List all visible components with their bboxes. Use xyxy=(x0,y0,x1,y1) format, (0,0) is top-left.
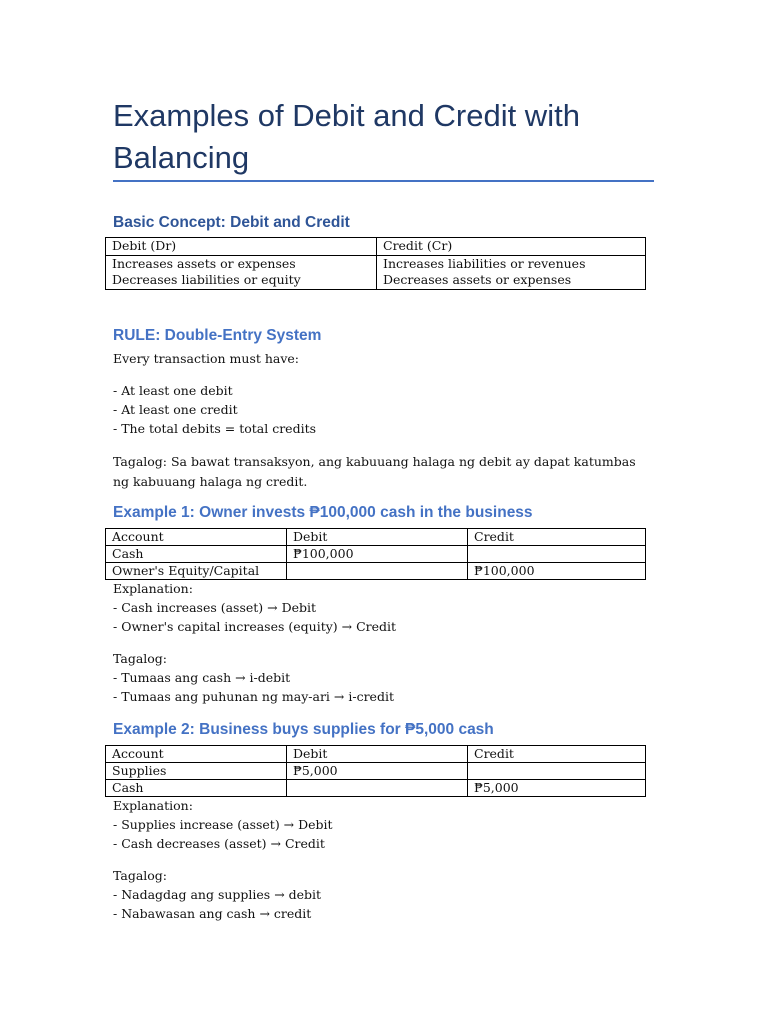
table-cell-line: Increases assets or expenses xyxy=(112,255,296,271)
table-cell-line: Increases liabilities or revenues xyxy=(383,255,586,271)
rule-item: - At least one credit xyxy=(113,402,238,417)
document-title: Examples of Debit and Credit with Balancing xyxy=(113,98,580,175)
example1-explanation-item: - Owner's capital increases (equity) → Credit xyxy=(113,619,397,634)
example2-tagalog-item: - Nadagdag ang supplies → debit xyxy=(113,887,322,902)
example2-explanation-item: - Cash decreases (asset) → Credit xyxy=(113,836,325,851)
rule-intro: Every transaction must have: xyxy=(113,351,300,366)
example1-explanation-item: - Cash increases (asset) → Debit xyxy=(113,600,317,615)
table-cell: Owner's Equity/Capital xyxy=(106,563,287,580)
example1-heading: Example 1: Owner invests ₱100,000 cash in the business xyxy=(113,504,533,521)
example2-tagalog-item: - Nabawasan ang cash → credit xyxy=(113,906,312,921)
table-row xyxy=(106,255,646,289)
table-header-row xyxy=(106,529,646,546)
example1-tagalog-label: Tagalog: xyxy=(113,651,168,666)
basic-concept-heading: Basic Concept: Debit and Credit xyxy=(113,214,350,231)
table-row xyxy=(106,563,646,580)
table-header-cell: Credit xyxy=(468,529,646,546)
table-cell xyxy=(468,546,646,563)
table-header-cell: Credit xyxy=(468,746,646,763)
example1-journal-table xyxy=(105,528,646,580)
example1-tagalog-item: - Tumaas ang puhunan ng may-ari → i-credit xyxy=(113,689,394,704)
example1-explanation-label: Explanation: xyxy=(113,581,193,596)
table-cell: Supplies xyxy=(106,763,287,780)
table-header-row xyxy=(106,746,646,763)
table-cell-line: Decreases assets or expenses xyxy=(383,272,572,287)
table-cell xyxy=(287,563,468,580)
credit-rules-cell xyxy=(377,255,646,289)
table-row xyxy=(106,763,646,780)
debit-credit-concept-table xyxy=(105,237,646,290)
rule-item: - At least one debit xyxy=(113,383,233,398)
example1-tagalog-item: - Tumaas ang cash → i-debit xyxy=(113,670,291,685)
table-header-cell: Debit (Dr) xyxy=(106,238,377,256)
title-underline xyxy=(113,180,654,182)
example2-explanation-item: - Supplies increase (asset) → Debit xyxy=(113,817,333,832)
table-header-row xyxy=(106,238,646,256)
table-cell-line: Decreases liabilities or equity xyxy=(112,272,301,287)
example2-journal-table xyxy=(105,745,646,797)
table-header-cell: Credit (Cr) xyxy=(377,238,646,256)
table-cell xyxy=(468,763,646,780)
debit-rules-cell xyxy=(106,255,377,289)
rule-tagalog: Tagalog: Sa bawat transaksyon, ang kabuuang halaga ng debit ay dapat katumbas ng kabuuang halaga ng credit. xyxy=(113,454,636,489)
rule-heading: RULE: Double-Entry System xyxy=(113,327,322,344)
table-cell xyxy=(287,780,468,797)
table-cell: ₱5,000 xyxy=(468,780,646,797)
example2-heading: Example 2: Business buys supplies for ₱5,000 cash xyxy=(113,721,494,738)
table-row xyxy=(106,780,646,797)
table-cell: ₱100,000 xyxy=(468,563,646,580)
table-cell: Cash xyxy=(106,780,287,797)
table-header-cell: Account xyxy=(106,529,287,546)
table-header-cell: Debit xyxy=(287,746,468,763)
rule-item: - The total debits = total credits xyxy=(113,421,317,436)
table-cell: Cash xyxy=(106,546,287,563)
table-cell: ₱100,000 xyxy=(287,546,468,563)
table-header-cell: Account xyxy=(106,746,287,763)
example2-explanation-label: Explanation: xyxy=(113,798,193,813)
table-row xyxy=(106,546,646,563)
table-header-cell: Debit xyxy=(287,529,468,546)
example2-tagalog-label: Tagalog: xyxy=(113,868,168,883)
table-cell: ₱5,000 xyxy=(287,763,468,780)
